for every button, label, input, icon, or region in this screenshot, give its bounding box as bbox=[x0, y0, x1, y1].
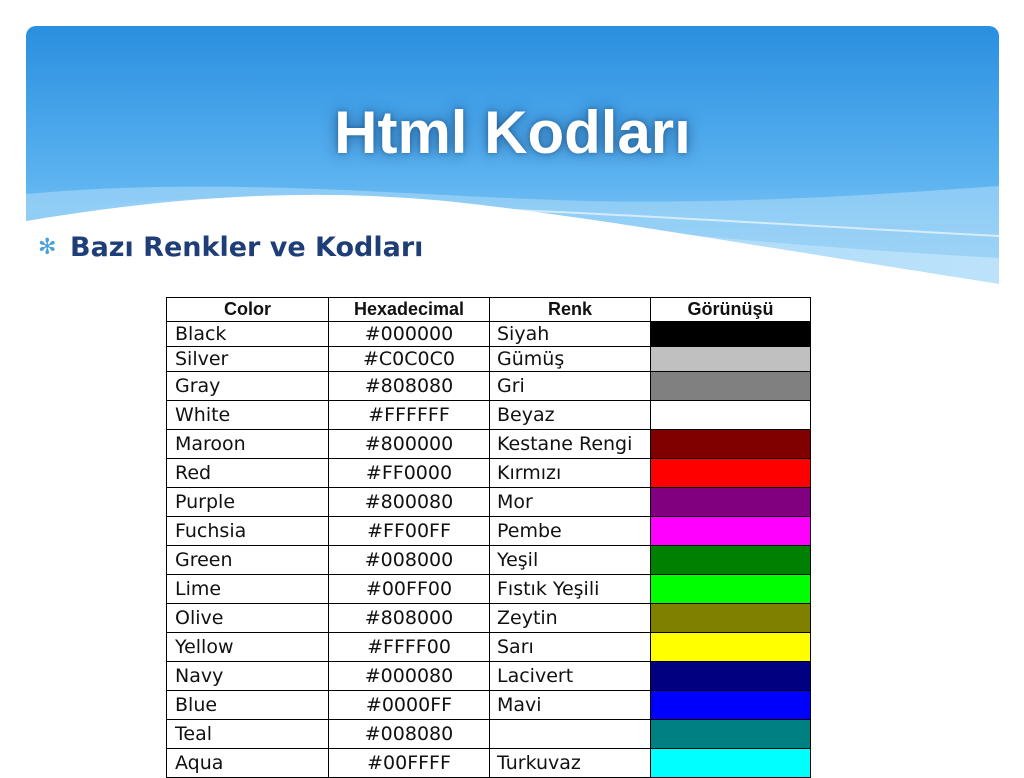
table-row bbox=[167, 575, 811, 604]
turkish-name-cell: Mor bbox=[490, 488, 651, 517]
color-swatch bbox=[651, 720, 811, 749]
color-swatch bbox=[651, 691, 811, 720]
hex-code-cell: #008080 bbox=[329, 720, 490, 749]
color-name-cell: Gray bbox=[167, 372, 329, 401]
table-header-row bbox=[167, 298, 811, 322]
color-name-cell: Lime bbox=[167, 575, 329, 604]
table-row bbox=[167, 517, 811, 546]
header-renk: Renk bbox=[490, 298, 651, 322]
color-name-cell: Fuchsia bbox=[167, 517, 329, 546]
snowflake-bullet-icon: ✻ bbox=[38, 235, 57, 260]
turkish-name-cell: Gümüş bbox=[490, 347, 651, 372]
table-row bbox=[167, 401, 811, 430]
color-swatch bbox=[651, 633, 811, 662]
turkish-name-cell bbox=[490, 720, 651, 749]
hex-code-cell: #C0C0C0 bbox=[329, 347, 490, 372]
turkish-name-cell: Yeşil bbox=[490, 546, 651, 575]
color-name-cell: White bbox=[167, 401, 329, 430]
color-swatch bbox=[651, 517, 811, 546]
hex-code-cell: #008000 bbox=[329, 546, 490, 575]
hex-code-cell: #808000 bbox=[329, 604, 490, 633]
table-row bbox=[167, 633, 811, 662]
turkish-name-cell: Beyaz bbox=[490, 401, 651, 430]
color-name-cell: Navy bbox=[167, 662, 329, 691]
turkish-name-cell: Gri bbox=[490, 372, 651, 401]
hex-code-cell: #800080 bbox=[329, 488, 490, 517]
color-name-cell: Red bbox=[167, 459, 329, 488]
hex-code-cell: #FF0000 bbox=[329, 459, 490, 488]
color-swatch bbox=[651, 575, 811, 604]
table-row bbox=[167, 459, 811, 488]
hex-code-cell: #FFFF00 bbox=[329, 633, 490, 662]
bullet-text: Bazı Renkler ve Kodları bbox=[70, 232, 424, 263]
color-name-cell: Green bbox=[167, 546, 329, 575]
turkish-name-cell: Kestane Rengi bbox=[490, 430, 651, 459]
color-swatch bbox=[651, 347, 811, 372]
hex-code-cell: #00FFFF bbox=[329, 749, 490, 778]
turkish-name-cell: Mavi bbox=[490, 691, 651, 720]
color-swatch bbox=[651, 322, 811, 347]
table-row bbox=[167, 720, 811, 749]
bullet-item bbox=[38, 232, 423, 263]
header-gorunusu: Görünüşü bbox=[651, 298, 811, 322]
color-swatch bbox=[651, 546, 811, 575]
turkish-name-cell: Pembe bbox=[490, 517, 651, 546]
color-swatch bbox=[651, 662, 811, 691]
page-title: Html Kodları bbox=[334, 99, 691, 166]
color-swatch bbox=[651, 430, 811, 459]
color-swatch bbox=[651, 372, 811, 401]
turkish-name-cell: Fıstık Yeşili bbox=[490, 575, 651, 604]
table-row bbox=[167, 662, 811, 691]
color-swatch bbox=[651, 459, 811, 488]
hex-code-cell: #800000 bbox=[329, 430, 490, 459]
turkish-name-cell: Lacivert bbox=[490, 662, 651, 691]
color-name-cell: Olive bbox=[167, 604, 329, 633]
color-name-cell: Blue bbox=[167, 691, 329, 720]
color-swatch bbox=[651, 749, 811, 778]
color-swatch bbox=[651, 401, 811, 430]
hex-code-cell: #FF00FF bbox=[329, 517, 490, 546]
hex-code-cell: #0000FF bbox=[329, 691, 490, 720]
table-row bbox=[167, 347, 811, 372]
turkish-name-cell: Siyah bbox=[490, 322, 651, 347]
header-color: Color bbox=[167, 298, 329, 322]
color-name-cell: Purple bbox=[167, 488, 329, 517]
color-name-cell: Aqua bbox=[167, 749, 329, 778]
color-name-cell: Silver bbox=[167, 347, 329, 372]
color-swatch bbox=[651, 488, 811, 517]
turkish-name-cell: Turkuvaz bbox=[490, 749, 651, 778]
table-row bbox=[167, 604, 811, 633]
table-row bbox=[167, 546, 811, 575]
turkish-name-cell: Kırmızı bbox=[490, 459, 651, 488]
color-name-cell: Yellow bbox=[167, 633, 329, 662]
hex-code-cell: #FFFFFF bbox=[329, 401, 490, 430]
turkish-name-cell: Zeytin bbox=[490, 604, 651, 633]
color-name-cell: Maroon bbox=[167, 430, 329, 459]
color-swatch bbox=[651, 604, 811, 633]
table-row bbox=[167, 322, 811, 347]
table-row bbox=[167, 691, 811, 720]
table-row bbox=[167, 488, 811, 517]
hex-code-cell: #000000 bbox=[329, 322, 490, 347]
hex-code-cell: #000080 bbox=[329, 662, 490, 691]
header-hexadecimal: Hexadecimal bbox=[329, 298, 490, 322]
table-row bbox=[167, 372, 811, 401]
color-codes-table bbox=[166, 297, 811, 778]
hex-code-cell: #00FF00 bbox=[329, 575, 490, 604]
color-name-cell: Teal bbox=[167, 720, 329, 749]
hex-code-cell: #808080 bbox=[329, 372, 490, 401]
table-row bbox=[167, 430, 811, 459]
color-name-cell: Black bbox=[167, 322, 329, 347]
turkish-name-cell: Sarı bbox=[490, 633, 651, 662]
table-row bbox=[167, 749, 811, 778]
